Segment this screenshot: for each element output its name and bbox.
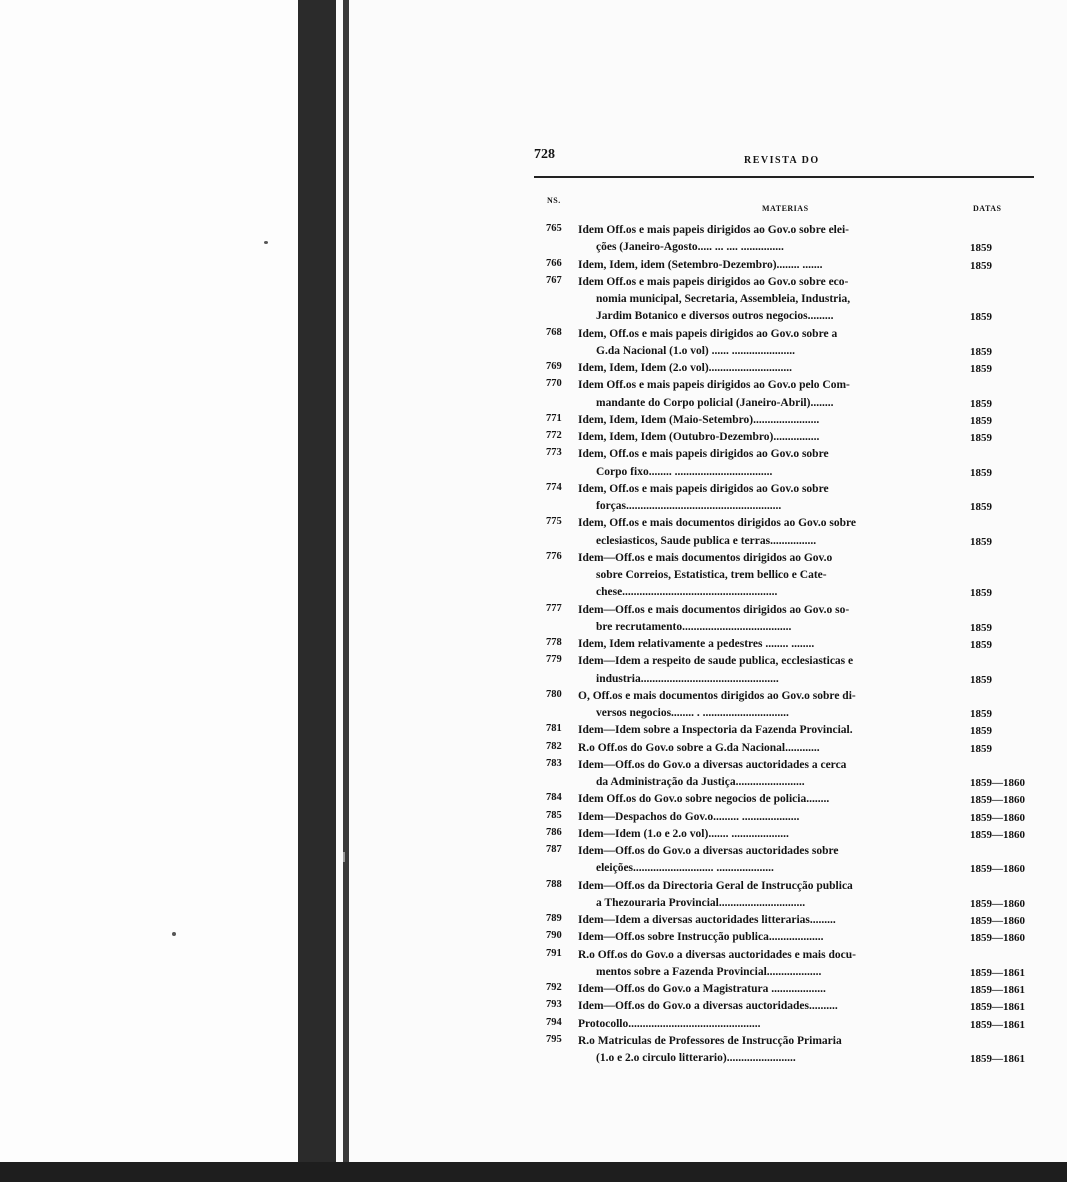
entry-text-line: Idem, Idem, Idem (Outubro-Dezembro)................ bbox=[578, 431, 820, 443]
entry-text-line: Idem—Off.os da Directoria Geral de Instrucção publica bbox=[578, 879, 853, 892]
entry-text-line: Idem—Off.os sobre Instrucção publica................... bbox=[578, 931, 824, 944]
entry-text-line: ções (Janeiro-Agosto..... ... .... ............... bbox=[596, 241, 784, 254]
entry-text-line: R.o Off.os do Gov.o sobre a G.da Nacional............ bbox=[578, 741, 820, 754]
dust-speck bbox=[172, 932, 176, 936]
entry-number: 787 bbox=[546, 844, 562, 855]
entry-number: 765 bbox=[546, 223, 562, 234]
entry-text-line: Idem, Idem relativamente a pedestres ........ ........ bbox=[578, 638, 815, 650]
entry-text-line: Idem, Off.os e mais papeis dirigidos ao Gov.o sobre bbox=[578, 448, 829, 461]
entry-text-line: Idem Off.os e mais papeis dirigidos ao Gov.o pelo Com- bbox=[578, 379, 850, 392]
entry-number: 778 bbox=[546, 637, 562, 648]
entry-date: 1859—1860 bbox=[970, 863, 1025, 876]
entry-number: 775 bbox=[546, 516, 562, 528]
entry-number: 792 bbox=[546, 982, 562, 993]
entry-date: 1859 bbox=[970, 742, 992, 755]
entry-date: 1859—1860 bbox=[970, 777, 1025, 789]
entry-date: 1859—1861 bbox=[970, 966, 1025, 979]
entry-text-line: Idem, Idem, Idem (Maio-Setembro)....................... bbox=[578, 413, 820, 426]
entry-text-line: Idem Off.os e mais papeis dirigidos ao Gov.o sobre elei- bbox=[578, 224, 849, 236]
entry-text-line: eleições............................ .................... bbox=[596, 862, 774, 875]
entry-text-line: sobre Correios, Estatistica, trem bellico e Cate- bbox=[596, 569, 827, 581]
entry-number: 790 bbox=[546, 930, 562, 942]
column-header-ns: NS. bbox=[547, 196, 561, 205]
entry-number: 769 bbox=[546, 361, 562, 372]
entry-text-line: Idem—Off.os do Gov.o a diversas auctoridades sobre bbox=[578, 845, 839, 857]
entry-date: 1859 bbox=[970, 725, 992, 738]
entry-text-line: Idem—Idem sobre a Inspectoria da Fazenda Provincial. bbox=[578, 724, 853, 737]
entry-number: 770 bbox=[546, 378, 562, 390]
entry-date: 1859 bbox=[970, 397, 992, 410]
entry-number: 784 bbox=[546, 792, 562, 804]
entry-text-line: da Administração da Justiça........................ bbox=[596, 776, 805, 788]
entry-date: 1859 bbox=[970, 708, 992, 720]
entry-date: 1859 bbox=[970, 259, 992, 272]
entry-number: 794 bbox=[546, 1016, 562, 1028]
entry-number: 777 bbox=[546, 602, 562, 614]
entry-text-line: R.o Matriculas de Professores de Instrucção Primaria bbox=[578, 1034, 842, 1047]
entry-text-line: Idem—Off.os do Gov.o a diversas auctoridades.......... bbox=[578, 1000, 838, 1013]
entry-number: 782 bbox=[546, 740, 562, 752]
entry-text-line: (1.o e 2.o circulo litterario)........................ bbox=[596, 1052, 796, 1064]
dust-speck bbox=[264, 241, 268, 244]
entry-text-line: a Thezouraria Provincial.............................. bbox=[596, 896, 806, 909]
entry-date: 1859—1861 bbox=[970, 1018, 1025, 1031]
entry-text-line: Corpo fixo........ .................................. bbox=[596, 465, 773, 478]
entry-date: 1859—1860 bbox=[970, 794, 1025, 807]
entry-number: 774 bbox=[546, 481, 562, 493]
entry-number: 788 bbox=[546, 878, 562, 890]
entry-number: 795 bbox=[546, 1033, 562, 1045]
entry-date: 1859 bbox=[970, 414, 992, 427]
entry-text-line: Idem, Off.os e mais papeis dirigidos ao Gov.o sobre a bbox=[578, 327, 838, 340]
entry-number: 786 bbox=[546, 826, 562, 838]
entry-date: 1859 bbox=[970, 535, 992, 548]
column-header-datas: DATAS bbox=[973, 204, 1002, 213]
entry-number: 779 bbox=[546, 654, 562, 666]
page-number: 728 bbox=[534, 147, 555, 162]
book-spine bbox=[298, 0, 336, 1182]
entry-number: 772 bbox=[546, 430, 562, 441]
entry-text-line: O, Off.os e mais documentos dirigidos ao Gov.o sobre di- bbox=[578, 689, 856, 702]
entry-date: 1859 bbox=[970, 501, 992, 513]
entry-date: 1859 bbox=[970, 621, 992, 634]
entry-text-line: Idem—Despachos do Gov.o......... .................... bbox=[578, 810, 800, 823]
entry-number: 793 bbox=[546, 999, 562, 1011]
entry-text-line: Idem—Off.os e mais documentos dirigidos ao Gov.o bbox=[578, 551, 833, 564]
entry-text-line: Jardim Botanico e diversos outros negocios......... bbox=[596, 310, 834, 323]
margin-mark bbox=[343, 852, 345, 862]
entry-text-line: Idem—Idem (1.o e 2.o vol)....... .................... bbox=[578, 827, 789, 840]
entry-number: 767 bbox=[546, 274, 562, 286]
scan-bottom-edge bbox=[0, 1162, 1067, 1182]
running-head: REVISTA DO bbox=[744, 155, 820, 166]
entry-date: 1859 bbox=[970, 311, 992, 324]
entry-text-line: Protocollo.............................................. bbox=[578, 1017, 761, 1030]
entry-date: 1859—1860 bbox=[970, 811, 1025, 824]
entry-date: 1859 bbox=[970, 466, 992, 479]
entry-date: 1859—1860 bbox=[970, 932, 1025, 945]
header-rule bbox=[534, 176, 1034, 178]
entry-date: 1859—1860 bbox=[970, 828, 1025, 841]
entry-text-line: mandante do Corpo policial (Janeiro-Abril)........ bbox=[596, 396, 834, 409]
entry-text-line: Idem Off.os do Gov.o sobre negocios de policia........ bbox=[578, 793, 830, 806]
entry-number: 789 bbox=[546, 913, 562, 924]
entry-number: 781 bbox=[546, 723, 562, 735]
entry-date: 1859 bbox=[970, 639, 992, 651]
entry-date: 1859 bbox=[970, 432, 992, 444]
entry-date: 1859—1861 bbox=[970, 984, 1025, 996]
entry-date: 1859—1861 bbox=[970, 1053, 1025, 1065]
entry-date: 1859 bbox=[970, 587, 992, 600]
entry-text-line: eclesiasticos, Saude publica e terras................ bbox=[596, 534, 817, 547]
gutter-line bbox=[343, 0, 349, 1182]
entry-text-line: industria................................................ bbox=[596, 672, 779, 685]
entry-number: 785 bbox=[546, 809, 562, 821]
entry-text-line: versos negocios........ . .............................. bbox=[596, 707, 789, 719]
entry-text-line: Idem—Idem a diversas auctoridades litterarias......... bbox=[578, 914, 836, 926]
entry-date: 1859 bbox=[970, 673, 992, 686]
entry-text-line: Idem—Off.os do Gov.o a diversas auctoridades a cerca bbox=[578, 758, 847, 771]
entry-text-line: Idem, Off.os e mais documentos dirigidos ao Gov.o sobre bbox=[578, 517, 857, 530]
entry-text-line: R.o Off.os do Gov.o a diversas auctoridades e mais docu- bbox=[578, 948, 856, 961]
entry-text-line: G.da Nacional (1.o vol) ...... ...................... bbox=[596, 344, 796, 357]
blank-left-page bbox=[0, 0, 300, 1182]
entry-number: 780 bbox=[546, 688, 562, 700]
entry-date: 1859 bbox=[970, 363, 992, 375]
entry-number: 766 bbox=[546, 257, 562, 269]
entry-text-line: Idem Off.os e mais papeis dirigidos ao Gov.o sobre eco- bbox=[578, 275, 849, 288]
entry-number: 771 bbox=[546, 412, 562, 424]
entry-date: 1859 bbox=[970, 242, 992, 255]
entry-date: 1859—1861 bbox=[970, 1001, 1025, 1014]
entry-number: 768 bbox=[546, 326, 562, 338]
entry-text-line: Idem, Off.os e mais papeis dirigidos ao Gov.o sobre bbox=[578, 482, 829, 495]
entry-text-line: bre recrutamento...................................... bbox=[596, 620, 792, 633]
column-header-materias: MATERIAS bbox=[762, 204, 809, 213]
entry-text-line: Idem—Off.os do Gov.o a Magistratura ................... bbox=[578, 983, 826, 995]
entry-text-line: nomia municipal, Secretaria, Assembleia, Industria, bbox=[596, 293, 851, 305]
entry-text-line: Idem—Idem a respeito de saude publica, ecclesiasticas e bbox=[578, 655, 854, 668]
entry-number: 773 bbox=[546, 447, 562, 459]
entry-text-line: Idem, Idem, idem (Setembro-Dezembro)........ ....... bbox=[578, 258, 823, 271]
entry-text-line: Idem, Idem, Idem (2.o vol)............................. bbox=[578, 362, 793, 374]
entry-text-line: forças...................................................... bbox=[596, 500, 782, 512]
entry-date: 1859—1860 bbox=[970, 915, 1025, 927]
entry-number: 776 bbox=[546, 550, 562, 562]
entry-number: 791 bbox=[546, 947, 562, 959]
entry-text-line: mentos sobre a Fazenda Provincial................... bbox=[596, 965, 822, 978]
entry-text-line: Idem—Off.os e mais documentos dirigidos ao Gov.o so- bbox=[578, 603, 850, 616]
entry-date: 1859—1860 bbox=[970, 897, 1025, 910]
entry-number: 783 bbox=[546, 757, 562, 769]
entry-text-line: chese...................................................... bbox=[596, 586, 778, 599]
entry-date: 1859 bbox=[970, 345, 992, 358]
